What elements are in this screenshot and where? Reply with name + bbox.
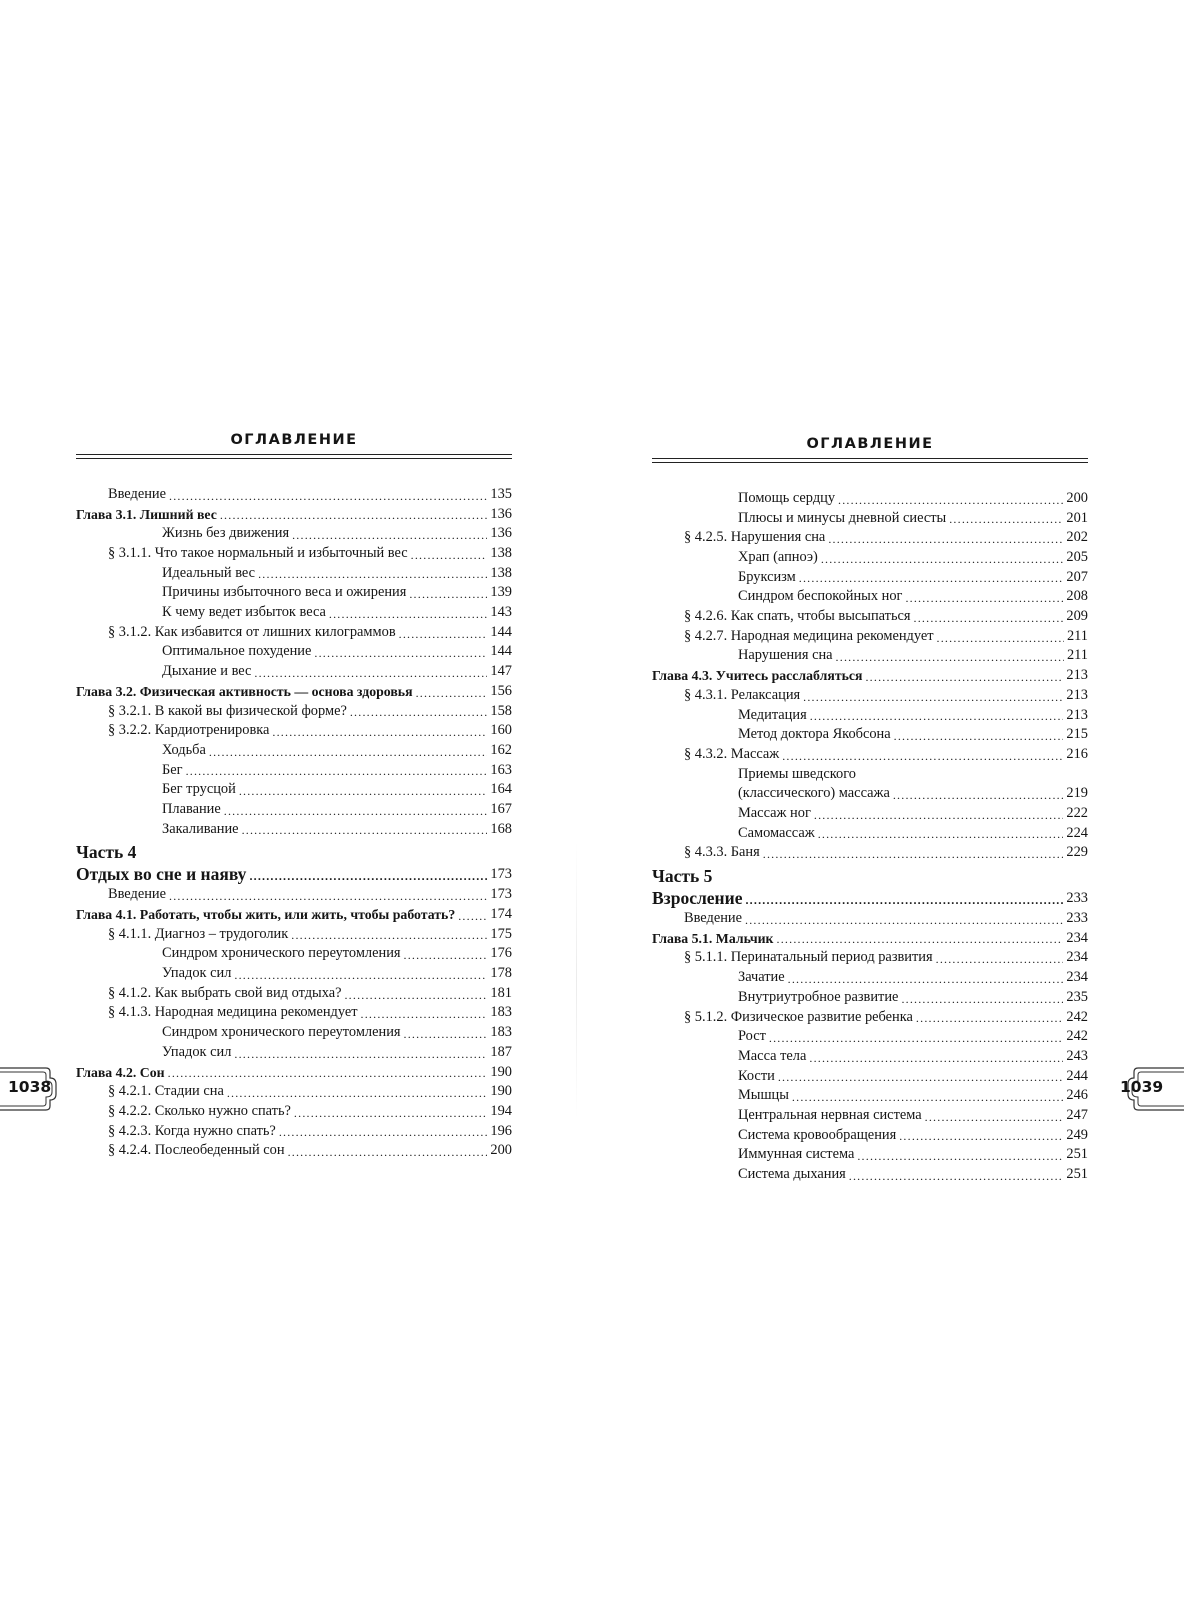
toc-entry: [652, 627, 1088, 647]
dot-leader: [788, 968, 1064, 988]
entry-title: Зачатие: [738, 969, 785, 986]
entry-page-number: 167: [490, 800, 512, 817]
entry-page-number: 209: [1066, 608, 1088, 625]
dot-leader: [249, 863, 487, 885]
toc-entry: [76, 780, 512, 800]
entry-page-number: 234: [1066, 969, 1088, 986]
entry-page-number: 202: [1066, 529, 1088, 546]
entry-page-number: 211: [1066, 647, 1088, 664]
toc-entry: [76, 885, 512, 905]
entry-page-number: 178: [490, 965, 512, 982]
page-number: 1038: [8, 1078, 52, 1096]
dot-leader: [329, 603, 488, 623]
dot-leader: [416, 682, 488, 702]
entry-page-number: 190: [490, 1063, 512, 1080]
toc-chapter-entry: [76, 682, 512, 702]
entry-page-number: 181: [490, 984, 512, 1001]
entry-page-number: 208: [1066, 588, 1088, 605]
toc-entry: [652, 843, 1088, 863]
entry-page-number: 138: [490, 564, 512, 581]
entry-page-number: 211: [1066, 627, 1088, 644]
toc-entry: [652, 509, 1088, 529]
dot-leader: [836, 647, 1064, 667]
entry-page-number: 229: [1066, 844, 1088, 861]
entry-page-number: 173: [490, 886, 512, 903]
entry-title: § 4.2.1. Стадии сна: [108, 1083, 224, 1100]
entry-title: § 4.1.3. Народная медицина рекомендует: [108, 1004, 358, 1021]
entry-page-number: 190: [490, 1083, 512, 1100]
toc-entry: [652, 647, 1088, 667]
entry-title: Система дыхания: [738, 1166, 846, 1183]
entry-title: § 4.3.2. Массаж: [684, 745, 780, 762]
toc-entry: [76, 623, 512, 643]
toc-entry: [652, 988, 1088, 1008]
entry-page-number: 164: [490, 781, 512, 798]
toc-entry: [652, 1086, 1088, 1106]
dot-leader: [821, 548, 1064, 568]
dot-leader: [925, 1106, 1064, 1126]
entry-title: [738, 765, 890, 804]
entry-page-number: 251: [1066, 1146, 1088, 1163]
header-rule: [76, 454, 512, 459]
toc-entry: [76, 603, 512, 623]
toc-entry: [76, 1043, 512, 1063]
entry-page-number: 136: [490, 525, 512, 542]
entry-title: § 4.2.2. Сколько нужно спать?: [108, 1102, 291, 1119]
toc-entry: [76, 583, 512, 603]
dot-leader: [769, 1027, 1064, 1047]
entry-page-number: 207: [1066, 568, 1088, 585]
dot-leader: [239, 780, 488, 800]
entry-page-number: 138: [490, 545, 512, 562]
entry-title: Бег: [162, 761, 183, 778]
entry-title: Оптимальное похудение: [162, 643, 312, 660]
entry-page-number: 173: [490, 866, 512, 883]
toc-chapter-entry: [76, 905, 512, 925]
entry-page-number: 233: [1066, 910, 1088, 927]
entry-page-number: 194: [490, 1102, 512, 1119]
entry-page-number: 175: [490, 925, 512, 942]
entry-page-number: 224: [1066, 824, 1088, 841]
entry-page-number: 213: [1066, 686, 1088, 703]
entry-page-number: 222: [1066, 805, 1088, 822]
dot-leader: [838, 489, 1063, 509]
toc-entry: [652, 548, 1088, 568]
toc-entry: [76, 944, 512, 964]
header-rule: [652, 458, 1088, 463]
entry-title: Бег трусцой: [162, 781, 236, 798]
header-title: ОГЛАВЛЕНИЕ: [230, 432, 358, 448]
toc-entry: [76, 800, 512, 820]
dot-leader: [799, 568, 1064, 588]
entry-title: § 4.2.3. Когда нужно спать?: [108, 1122, 276, 1139]
dot-leader: [899, 1126, 1063, 1146]
dot-leader: [458, 905, 487, 925]
book-spine: [576, 840, 577, 1120]
entry-title: Глава 3.1. Лишний вес: [76, 506, 217, 522]
entry-title: Самомассаж: [738, 824, 815, 841]
entry-title: Храп (апноэ): [738, 549, 818, 566]
entry-title-line: (классического) массажа: [738, 785, 890, 802]
toc-entry: [76, 1082, 512, 1102]
toc-entry: [76, 702, 512, 722]
toc-entry: [76, 485, 512, 505]
toc-entry: [652, 824, 1088, 844]
entry-page-number: 242: [1066, 1028, 1088, 1045]
entry-title: Мышцы: [738, 1087, 789, 1104]
dot-leader: [294, 1102, 487, 1122]
toc-entry: [652, 686, 1088, 706]
entry-title: Глава 4.1. Работать, чтобы жить, или жить, чтобы работать?: [76, 907, 456, 923]
toc-entry: [652, 745, 1088, 765]
entry-page-number: 249: [1066, 1126, 1088, 1143]
toc-entry: [76, 984, 512, 1004]
entry-title: Глава 3.2. Физическая активность — основа здоровья: [76, 683, 413, 699]
dot-leader: [937, 627, 1064, 647]
part-heading: Часть 4: [76, 842, 137, 863]
dot-leader: [224, 800, 488, 820]
part-heading: Часть 5: [652, 866, 713, 887]
dot-leader: [849, 1165, 1064, 1185]
entry-page-number: 135: [490, 485, 512, 502]
entry-page-number: 235: [1066, 988, 1088, 1005]
dot-leader: [291, 925, 487, 945]
toc-entry: [652, 1047, 1088, 1067]
entry-title: § 3.1.2. Как избавится от лишних килограммов: [108, 623, 396, 640]
dot-leader: [914, 607, 1064, 627]
dot-leader: [234, 1043, 487, 1063]
dot-leader: [279, 1122, 488, 1142]
entry-title: Причины избыточного веса и ожирения: [162, 584, 407, 601]
dot-leader: [949, 509, 1063, 529]
dot-leader: [745, 887, 1063, 909]
entry-page-number: 139: [490, 584, 512, 601]
entry-page-number: 216: [1066, 745, 1088, 762]
entry-title: Иммунная система: [738, 1146, 855, 1163]
entry-page-number: 200: [1066, 489, 1088, 506]
entry-page-number: 160: [490, 722, 512, 739]
entry-title: Отдых во сне и наяву: [76, 864, 247, 885]
entry-page-number: 213: [1066, 706, 1088, 723]
dot-leader: [778, 1067, 1064, 1087]
toc-entry: [652, 607, 1088, 627]
entry-page-number: 243: [1066, 1047, 1088, 1064]
toc-entry: [652, 1145, 1088, 1165]
dot-leader: [220, 505, 488, 525]
entry-title: Введение: [684, 910, 743, 927]
entry-title: Глава 5.1. Мальчик: [652, 930, 774, 946]
entry-page-number: 200: [490, 1142, 512, 1159]
dot-leader: [314, 643, 487, 663]
entry-title: Нарушения сна: [738, 647, 833, 664]
dot-leader: [404, 1023, 488, 1043]
dot-leader: [361, 1004, 488, 1024]
dot-leader: [782, 745, 1063, 765]
entry-title: § 4.2.5. Нарушения сна: [684, 529, 826, 546]
toc-entry: [76, 820, 512, 840]
entry-page-number: 174: [490, 906, 512, 923]
entry-title: Упадок сил: [162, 965, 232, 982]
entry-title: Бруксизм: [738, 568, 796, 585]
toc-entry: [76, 1023, 512, 1043]
toc-chapter-entry: [76, 505, 512, 525]
entry-page-number: 147: [490, 663, 512, 680]
toc-entry: [652, 1106, 1088, 1126]
toc-entry: [76, 1122, 512, 1142]
entry-title: Идеальный вес: [162, 564, 256, 581]
entry-title-line: Приемы шведского: [738, 765, 856, 782]
entry-title: Центральная нервная система: [738, 1106, 922, 1123]
dot-leader: [857, 1145, 1063, 1165]
entry-page-number: 158: [490, 702, 512, 719]
entry-page-number: 163: [490, 761, 512, 778]
entry-page-number: 144: [490, 643, 512, 660]
dot-leader: [893, 784, 1064, 804]
toc-part-entry: [76, 863, 512, 885]
dot-leader: [777, 929, 1064, 949]
dot-leader: [916, 1008, 1063, 1028]
toc-part-entry: [652, 887, 1088, 909]
toc-entry: [652, 1126, 1088, 1146]
dot-leader: [344, 984, 487, 1004]
dot-leader: [292, 524, 487, 544]
toc-entry: [76, 564, 512, 584]
toc-entry: [76, 721, 512, 741]
dot-leader: [350, 702, 488, 722]
entry-title: § 5.1.1. Перинатальный период развития: [684, 949, 933, 966]
entry-title: § 4.2.4. Послеобеденный сон: [108, 1142, 285, 1159]
page-header: [652, 436, 1088, 452]
dot-leader: [901, 988, 1063, 1008]
entry-page-number: 201: [1066, 509, 1088, 526]
entry-title: Упадок сил: [162, 1043, 232, 1060]
toc-entry: [76, 925, 512, 945]
toc-entry: [76, 741, 512, 761]
entry-page-number: 183: [490, 1024, 512, 1041]
toc-entry: [652, 587, 1088, 607]
entry-title: Рост: [738, 1028, 766, 1045]
dot-leader: [411, 544, 488, 564]
page-number: 1039: [1120, 1078, 1164, 1096]
entry-title: Глава 4.3. Учитесь расслабляться: [652, 668, 863, 684]
toc-entry: [652, 568, 1088, 588]
dot-leader: [803, 686, 1063, 706]
entry-title: Помощь сердцу: [738, 489, 836, 506]
toc-entry: [652, 804, 1088, 824]
toc-entry: [652, 1067, 1088, 1087]
table-of-contents: [652, 489, 1088, 1185]
entry-page-number: 244: [1066, 1067, 1088, 1084]
toc-chapter-entry: [76, 1063, 512, 1083]
entry-title: § 4.3.3. Баня: [684, 844, 760, 861]
dot-leader: [810, 706, 1064, 726]
toc-entry: [76, 662, 512, 682]
dot-leader: [404, 944, 488, 964]
dot-leader: [169, 485, 487, 505]
entry-title: Плавание: [162, 800, 221, 817]
toc-entry: [76, 524, 512, 544]
entry-title: Кости: [738, 1067, 775, 1084]
entry-title: Синдром беспокойных ног: [738, 588, 903, 605]
dot-leader: [745, 909, 1063, 929]
entry-title: Масса тела: [738, 1047, 807, 1064]
toc-entry: [652, 706, 1088, 726]
entry-page-number: 176: [490, 945, 512, 962]
entry-title: Взросление: [652, 888, 743, 909]
entry-page-number: 183: [490, 1004, 512, 1021]
entry-title: Медитация: [738, 706, 807, 723]
toc-entry: [76, 1102, 512, 1122]
entry-page-number: 187: [490, 1043, 512, 1060]
entry-page-number: 242: [1066, 1008, 1088, 1025]
entry-page-number: 143: [490, 604, 512, 621]
entry-title: Глава 4.2. Сон: [76, 1064, 165, 1080]
entry-title: § 4.3.1. Релаксация: [684, 686, 801, 703]
entry-title: § 4.1.1. Диагноз – трудоголик: [108, 925, 289, 942]
entry-page-number: 251: [1066, 1166, 1088, 1183]
entry-title: Плюсы и минусы дневной сиесты: [738, 509, 947, 526]
toc-entry: [76, 1141, 512, 1161]
entry-title: § 4.1.2. Как выбрать свой вид отдыха?: [108, 984, 342, 1001]
dot-leader: [272, 721, 487, 741]
entry-title: Введение: [108, 886, 167, 903]
toc-entry: [652, 1165, 1088, 1185]
toc-entry: [652, 909, 1088, 929]
entry-page-number: 213: [1066, 667, 1088, 684]
dot-leader: [814, 804, 1064, 824]
page-header: [76, 432, 512, 448]
dot-leader: [818, 824, 1064, 844]
entry-title: Ходьба: [162, 741, 206, 758]
entry-page-number: 246: [1066, 1087, 1088, 1104]
toc-entry: [652, 725, 1088, 745]
entry-title: § 4.2.7. Народная медицина рекомендует: [684, 627, 934, 644]
entry-title: Массаж ног: [738, 805, 811, 822]
toc-entry: [652, 1008, 1088, 1028]
entry-page-number: 233: [1066, 890, 1088, 907]
entry-title: § 5.1.2. Физическое развитие ребенка: [684, 1008, 913, 1025]
entry-page-number: 215: [1066, 726, 1088, 743]
entry-title: Жизнь без движения: [162, 525, 290, 542]
entry-title: Внутриутробное развитие: [738, 988, 899, 1005]
dot-leader: [792, 1086, 1063, 1106]
entry-title: К чему ведет избыток веса: [162, 604, 326, 621]
entry-title: Система кровообращения: [738, 1126, 897, 1143]
dot-leader: [254, 662, 487, 682]
entry-page-number: 247: [1066, 1106, 1088, 1123]
dot-leader: [828, 528, 1063, 548]
dot-leader: [169, 885, 487, 905]
toc-entry: [652, 968, 1088, 988]
dot-leader: [894, 725, 1064, 745]
toc-chapter-entry: [652, 929, 1088, 949]
dot-leader: [905, 587, 1063, 607]
dot-leader: [409, 583, 487, 603]
entry-title: § 3.1.1. Что такое нормальный и избыточный вес: [108, 545, 408, 562]
dot-leader: [936, 948, 1064, 968]
dot-leader: [288, 1141, 488, 1161]
entry-title: Закаливание: [162, 820, 239, 837]
entry-page-number: 136: [490, 505, 512, 522]
entry-page-number: 205: [1066, 549, 1088, 566]
entry-page-number: 168: [490, 820, 512, 837]
dot-leader: [209, 741, 488, 761]
entry-title: § 3.2.2. Кардиотренировка: [108, 722, 270, 739]
entry-title: § 3.2.1. В какой вы физической форме?: [108, 702, 347, 719]
entry-page-number: 162: [490, 741, 512, 758]
entry-title: § 4.2.6. Как спать, чтобы высыпаться: [684, 608, 911, 625]
dot-leader: [227, 1082, 488, 1102]
toc-entry: [652, 528, 1088, 548]
dot-leader: [763, 843, 1064, 863]
entry-title: Дыхание и вес: [162, 663, 252, 680]
dot-leader: [865, 666, 1063, 686]
dot-leader: [234, 964, 487, 984]
dot-leader: [186, 761, 488, 781]
dot-leader: [168, 1063, 488, 1083]
dot-leader: [242, 820, 488, 840]
entry-title: Синдром хронического переутомления: [162, 1024, 401, 1041]
entry-title: Синдром хронического переутомления: [162, 945, 401, 962]
entry-page-number: 144: [490, 623, 512, 640]
entry-page-number: 219: [1066, 785, 1088, 802]
entry-page-number: 156: [490, 682, 512, 699]
header-title: ОГЛАВЛЕНИЕ: [806, 436, 934, 452]
dot-leader: [399, 623, 488, 643]
toc-entry: [652, 948, 1088, 968]
entry-page-number: 234: [1066, 929, 1088, 946]
toc-entry: [652, 489, 1088, 509]
dot-leader: [809, 1047, 1063, 1067]
toc-entry: [652, 1027, 1088, 1047]
entry-page-number: 234: [1066, 949, 1088, 966]
table-of-contents: [76, 485, 512, 1161]
toc-chapter-entry: [652, 666, 1088, 686]
entry-page-number: 196: [490, 1122, 512, 1139]
toc-entry: [76, 964, 512, 984]
toc-entry: [76, 1004, 512, 1024]
toc-entry: [76, 643, 512, 663]
toc-entry: [76, 544, 512, 564]
entry-title: Метод доктора Якобсона: [738, 726, 891, 743]
toc-entry: [76, 761, 512, 781]
toc-entry: [652, 765, 1088, 804]
entry-title: Введение: [108, 485, 167, 502]
dot-leader: [258, 564, 487, 584]
